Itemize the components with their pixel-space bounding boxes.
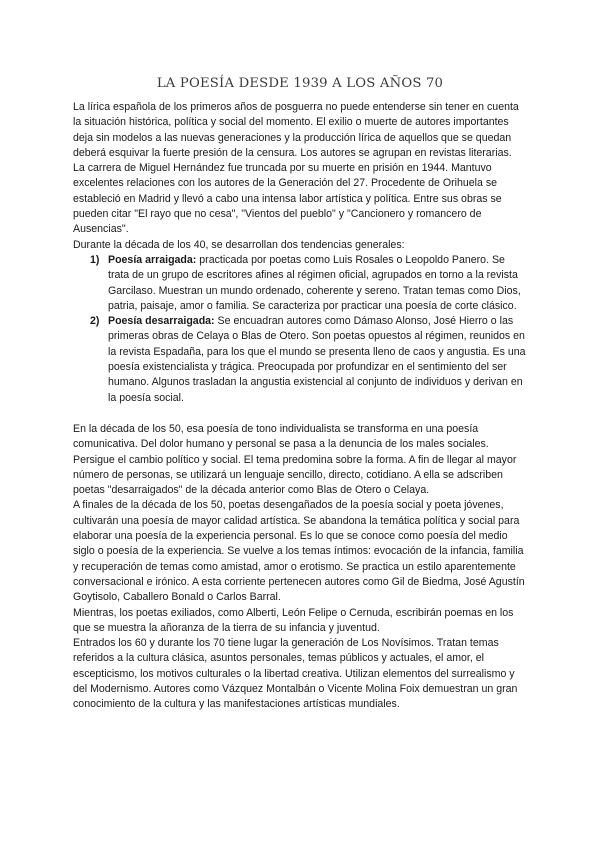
list-term: Poesía arraigada: [108,253,197,266]
page-title: LA POESÍA DESDE 1939 A LOS AÑOS 70 [156,76,444,91]
list-text: practicada por poetas como Luis Rosales o Leopoldo Panero. Se trata de un grupo de escritores afines al régimen oficial, agrupados en torno a la revista Garcilaso. Muestran un mundo ordenado, coherente y sereno. Tratan temas como Dios, patria, paisaje, amor o familia. Se caracteriza por practicar una poesía de corte clásico. [108,253,521,312]
list-item [73,314,527,406]
medio-siglo-paragraph: A finales de la década de los 50, poetas desengañados de la poesía social y poeta jóvenes, cultivarán una poesía de mayor calidad artística. Se abandona la temática política y social para elaborar una poesía de la experiencia personal. Es lo que se conoce como poesía del medio siglo o poesía de la experiencia. Se vuelve a los temas íntimos: evocación de la infancia, familia y recuperación de temas como amistad, amor o erotismo. Se practica un estilo aparentemente conversacional e irónico. A esta corriente pertenecen autores como Gil de Biedma, José Agustín Goytisolo, Caballero Bonald o Carlos Barral. [73,499,525,604]
miguel-hernandez-paragraph: La carrera de Miguel Hernández fue truncada por su muerte en prisión en 1944. Mantuvo excelentes relaciones con los autores de la Generación del 27. Procedente de Orihuela se estableció en Madrid y llevó a cabo una intensa labor artística y política. Entre sus obras se pueden citar "El rayo que no cesa", "Vientos del pueblo" y "Cancionero y romancero de Ausencias". [73,162,502,236]
tendencias-list [73,253,527,406]
intro-paragraph: La lírica española de los primeros años de posguerra no puede entenderse sin tener en cuenta la situación histórica, política y social del momento. El exilio o muerte de autores importantes deja sin modelos a las nuevas generaciones y la producción lírica de aquellos que se quedan deberá esquivar la fuerte presión de la censura. Los autores se agrupan en revistas literarias. [73,101,519,159]
exiliados-paragraph: Mientras, los poetas exiliados, como Alberti, León Felipe o Cernuda, escribirán poemas en los que se muestra la añoranza de la tierra de su infancia y juventud. [73,606,514,634]
novisimos-paragraph: Entrados los 60 y durante los 70 tiene lugar la generación de Los Novísimos. Tratan temas referidos a la cultura clásica, asuntos personales, temas públicos y actuales, el amor, el escepticismo, los motivos culturales o la libertad creativa. Utilizan elementos del surrealismo y del Modernismo. Autores como Vázquez Montalbán o Vicente Molina Foix demuestran un gran conocimiento de la cultura y las manifestaciones artísticas mundiales. [73,637,518,711]
list-term: Poesía desarraigada: [108,315,215,328]
decada-50-paragraph: En la década de los 50, esa poesía de tono individualista se transforma en una poesía comunicativa. Del dolor humano y personal se pasa a la denuncia de los males sociales. Persigue el cambio político y social. El tema predomina sobre la forma. A fin de llegar al mayor número de personas, se utilizará un lenguaje sencillo, directo, cotidiano. A ella se adscriben poetas "desarraigados" de la década anterior como Blas de Otero o Celaya. [73,422,517,497]
list-text: Se encuadran autores como Dámaso Alonso, José Hierro o las primeras obras de Celaya o Blas de Otero. Son poetas opuestos al régimen, reunidos en la revista Espadaña, para los que el mundo se presenta lleno de caos y angustia. Es una poesía existencialista y trágica. Preocupada por profundizar en el sentimiento del ser humano. Algunos trasladan la angustia existencial al conjunto de individuos y derivan en la poesía social. [108,315,526,404]
decada-40-paragraph: Durante la década de los 40, se desarrollan dos tendencias generales: [73,238,405,251]
list-item [73,253,527,314]
section-spacer [73,406,527,422]
list-number: 2) [90,315,100,328]
list-number: 1) [90,253,100,266]
